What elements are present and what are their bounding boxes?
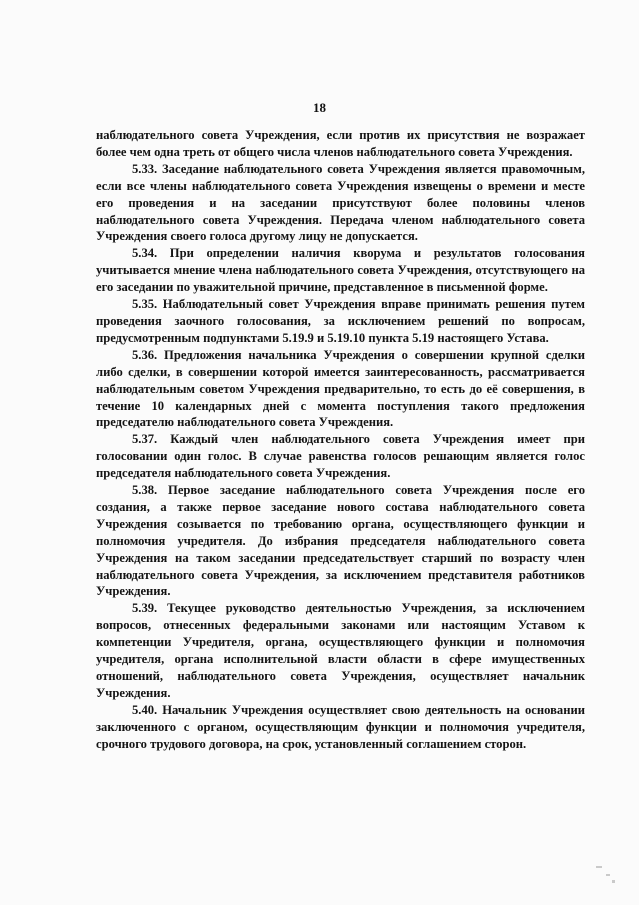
paragraph-5-40: 5.40. Начальник Учреждения осуществляет свою деятельность на основании заключенного с органом, осуществляющим функции и полномочия учредителя, срочного трудового договора, на срок, установленный соглашением сторон.: [96, 702, 585, 751]
paragraph-5-38: 5.38. Первое заседание наблюдательного совета Учреждения после его создания, а также первое заседание нового состава наблюдательного совета Учреждения созывается по требованию органа, осуществляющего функции и полномочия учредителя. До избрания председателя наблюдательного совета Учреждения на таком заседании председательствует старший по возрасту член наблюдательного совета Учреждения, за исключением представителя работников Учреждения.: [96, 483, 585, 599]
document-body: [96, 127, 585, 753]
paragraph-5-37: 5.37. Каждый член наблюдательного совета Учреждения имеет при голосовании один голос. В случае равенства голосов решающим является голос председателя наблюдательного совета Учреждения.: [96, 432, 585, 481]
paragraph-continuation: наблюдательного совета Учреждения, если против их присутствия не возражает более чем одна треть от общего числа членов наблюдательного совета Учреждения.: [96, 128, 585, 159]
paragraph-5-36: 5.36. Предложения начальника Учреждения о совершении крупной сделки либо сделки, в совершении которой имеется заинтересованность, рассматривается наблюдательным советом Учреждения предварительно, то есть до её совершения, в течение 10 календарных дней с момента поступления такого предложения председателю наблюдательного совета Учреждения.: [96, 347, 585, 430]
paragraph-5-39: 5.39. Текущее руководство деятельностью Учреждения, за исключением вопросов, отнесенных федеральными законами или настоящим Уставом к компетенции Учредителя, органа, осуществляющего функции и полномочия учредителя, органа исполнительной власти области в сфере имущественных отношений, наблюдательного совета Учреждения, осуществляет начальник Учреждения.: [96, 601, 585, 700]
paragraph-5-34: 5.34. При определении наличия кворума и результатов голосования учитывается мнение члена наблюдательного совета Учреждения, отсутствующего на его заседании по уважительной причине, представленное в письменной форме.: [96, 246, 585, 295]
scan-speck: [606, 874, 610, 876]
scan-speck: [596, 866, 602, 868]
paragraph-5-33: 5.33. Заседание наблюдательного совета Учреждения является правомочным, если все члены наблюдательного совета Учреждения извещены о времени и месте его проведения и на заседании присутствуют более половины членов наблюдательного совета Учреждения. Передача членом наблюдательного совета Учреждения своего голоса другому лицу не допускается.: [96, 161, 585, 244]
paragraph-5-35: 5.35. Наблюдательный совет Учреждения вправе принимать решения путем проведения заочного голосования, за исключением решений по вопросам, предусмотренным подпунктами 5.19.9 и 5.19.10 пункта 5.19 настоящего Устава.: [96, 297, 585, 345]
page-number: 18: [313, 100, 326, 115]
scan-speck: [612, 880, 615, 883]
